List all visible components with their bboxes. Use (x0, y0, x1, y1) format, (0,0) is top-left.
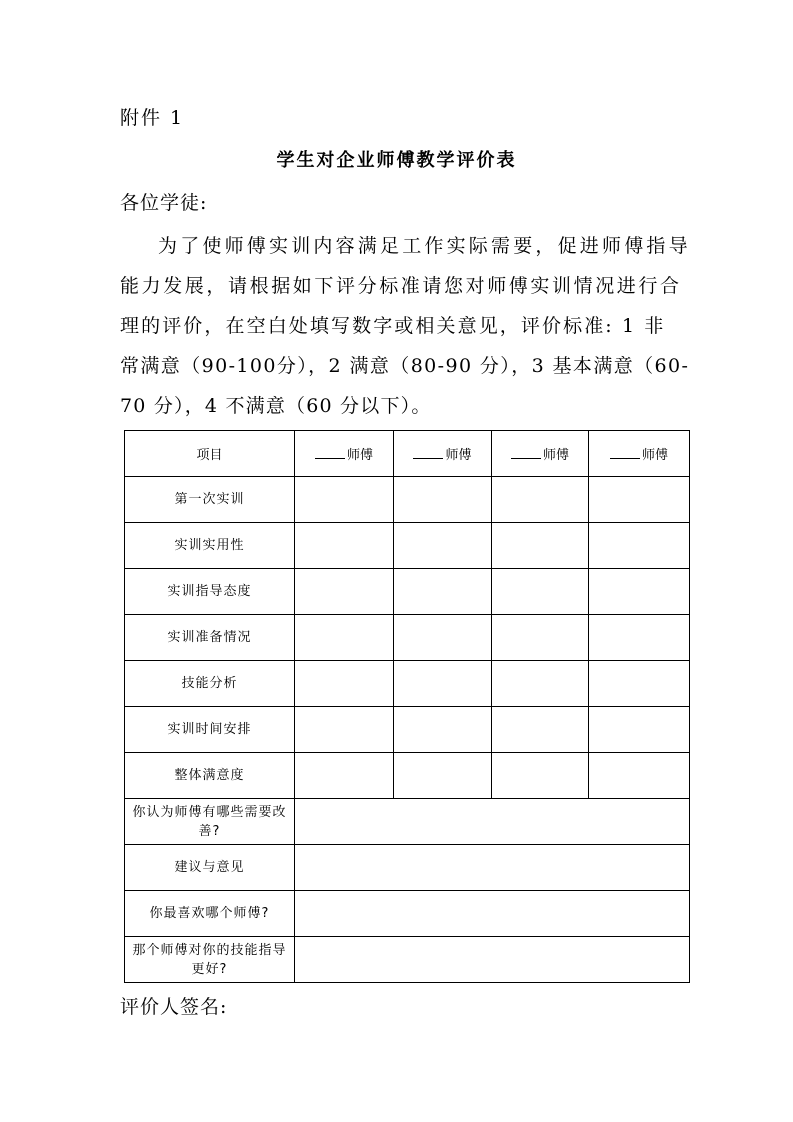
score-cell[interactable] (394, 477, 492, 523)
signature-label: 评价人签名: (120, 996, 228, 1018)
greeting: 各位学徒: (120, 192, 208, 214)
score-cell[interactable] (589, 477, 690, 523)
name-blank[interactable] (315, 446, 345, 459)
mentor-suffix: 师傅 (346, 448, 373, 463)
answer-cell[interactable] (295, 845, 690, 891)
score-cell[interactable] (295, 753, 394, 799)
score-cell[interactable] (295, 523, 394, 569)
intro-line-2: 能力发展，请根据如下评分标准请您对师傅实训情况进行合 (120, 275, 682, 297)
evaluation-table (124, 430, 690, 983)
mentor-column-2[interactable] (394, 431, 492, 477)
score-cell[interactable] (394, 523, 492, 569)
table-row (125, 891, 690, 937)
mentor-column-4[interactable] (589, 431, 690, 477)
score-cell[interactable] (492, 569, 589, 615)
row-label: 实训准备情况 (125, 615, 295, 661)
table-row (125, 523, 690, 569)
header-item: 项目 (125, 431, 295, 477)
mentor-column-3[interactable] (492, 431, 589, 477)
score-cell[interactable] (492, 707, 589, 753)
score-cell[interactable] (589, 569, 690, 615)
form-title: 学生对企业师傅教学评价表 (276, 150, 517, 171)
row-label: 实训指导态度 (125, 569, 295, 615)
score-cell[interactable] (589, 523, 690, 569)
row-label: 那个师傅对你的技能指导更好? (125, 937, 295, 983)
score-cell[interactable] (394, 615, 492, 661)
score-cell[interactable] (492, 661, 589, 707)
table-row (125, 845, 690, 891)
attachment-label: 附件 1 (120, 107, 185, 129)
intro-line-1: 为了使师傅实训内容满足工作实际需要，促进师傅指导 (158, 235, 691, 257)
row-label: 你最喜欢哪个师傅? (125, 891, 295, 937)
intro-line-4: 常满意（90-100分），2 满意（80-90 分），3 基本满意（60- (120, 355, 690, 377)
row-label: 建议与意见 (125, 845, 295, 891)
row-label: 技能分析 (125, 661, 295, 707)
row-label: 实训实用性 (125, 523, 295, 569)
score-cell[interactable] (492, 615, 589, 661)
table-row (125, 799, 690, 845)
score-cell[interactable] (394, 707, 492, 753)
score-cell[interactable] (295, 615, 394, 661)
score-cell[interactable] (394, 569, 492, 615)
score-cell[interactable] (492, 523, 589, 569)
score-cell[interactable] (394, 661, 492, 707)
table-row (125, 569, 690, 615)
table-row (125, 661, 690, 707)
score-cell[interactable] (492, 753, 589, 799)
score-cell[interactable] (492, 477, 589, 523)
table-header-row (125, 431, 690, 477)
row-label: 你认为师傅有哪些需要改善? (125, 799, 295, 845)
table-row (125, 615, 690, 661)
answer-cell[interactable] (295, 799, 690, 845)
name-blank[interactable] (610, 446, 640, 459)
intro-line-5: 70 分），4 不满意（60 分以下）。 (120, 395, 432, 417)
score-cell[interactable] (589, 707, 690, 753)
row-label: 整体满意度 (125, 753, 295, 799)
score-cell[interactable] (589, 661, 690, 707)
score-cell[interactable] (295, 661, 394, 707)
table-row (125, 707, 690, 753)
mentor-column-1[interactable] (295, 431, 394, 477)
row-label: 第一次实训 (125, 477, 295, 523)
name-blank[interactable] (413, 446, 443, 459)
mentor-suffix: 师傅 (445, 448, 472, 463)
score-cell[interactable] (295, 477, 394, 523)
score-cell[interactable] (394, 753, 492, 799)
mentor-suffix: 师傅 (542, 448, 569, 463)
intro-line-3: 理的评价，在空白处填写数字或相关意见，评价标准: 1 非 (120, 315, 666, 337)
table-row (125, 937, 690, 983)
table-row (125, 753, 690, 799)
mentor-suffix: 师傅 (641, 448, 668, 463)
score-cell[interactable] (589, 753, 690, 799)
score-cell[interactable] (295, 569, 394, 615)
answer-cell[interactable] (295, 891, 690, 937)
score-cell[interactable] (295, 707, 394, 753)
row-label: 实训时间安排 (125, 707, 295, 753)
table-row (125, 477, 690, 523)
answer-cell[interactable] (295, 937, 690, 983)
score-cell[interactable] (589, 615, 690, 661)
name-blank[interactable] (511, 446, 541, 459)
